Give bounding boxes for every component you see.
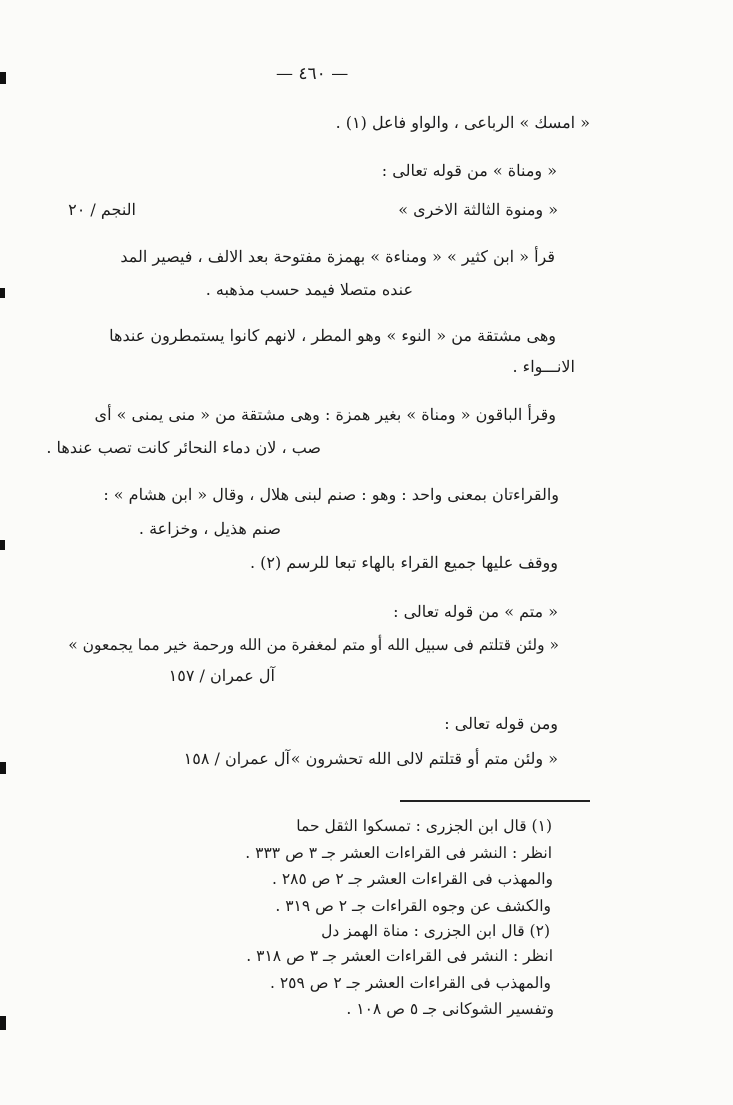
page-number: — ٤٦٠ — bbox=[276, 64, 349, 84]
scan-edge-mark bbox=[0, 288, 5, 298]
footnote-line: والمهذب فى القراءات العشر جـ ٢ ص ٢٨٥ . bbox=[271, 870, 553, 888]
verse-reference: النجم / ٢٠ bbox=[68, 200, 136, 219]
body-line: والقراءتان بمعنى واحد : وهو : صنم لبنى هلال ، وقال « ابن هشام » : bbox=[103, 485, 559, 504]
body-line: « ولئن قتلتم فى سبيل الله أو متم لمغفرة من الله ورحمة خير مما يجمعون » bbox=[68, 636, 559, 654]
verse-reference: آل عمران / ١٥٧ bbox=[168, 666, 275, 685]
body-line: عنده متصلا فيمد حسب مذهبه . bbox=[205, 280, 413, 299]
footnote-line: (٢) قال ابن الجزرى : مناة الهمز دل bbox=[321, 922, 550, 940]
footnote-line: والمهذب فى القراءات العشر جـ ٢ ص ٢٥٩ . bbox=[269, 974, 551, 992]
footnote-line: (١) قال ابن الجزرى : تمسكوا الثقل حما bbox=[296, 817, 552, 835]
footnote-line: انظر : النشر فى القراءات العشر جـ ٣ ص ٣١٨ . bbox=[246, 947, 553, 965]
footnote-separator bbox=[400, 800, 590, 802]
body-line: ووقف عليها جميع القراء بالهاء تبعا للرسم (٢) . bbox=[249, 553, 558, 572]
body-line: ومن قوله تعالى : bbox=[444, 714, 558, 733]
body-line: صنم هذيل ، وخزاعة . bbox=[138, 519, 281, 538]
body-line: قرأ « ابن كثير » « ومناءة » بهمزة مفتوحة بعد الالف ، فيصير المد bbox=[120, 247, 555, 266]
verse-reference: آل عمران / ١٥٨ bbox=[183, 749, 290, 768]
body-line: « امسك » الرباعى ، والواو فاعل (١) . bbox=[335, 113, 590, 132]
scan-edge-mark bbox=[0, 1016, 6, 1030]
scan-edge-mark bbox=[0, 72, 6, 84]
footnote-line: والكشف عن وجوه القراءات جـ ٢ ص ٣١٩ . bbox=[275, 897, 551, 915]
body-line: الانـــواء . bbox=[512, 357, 575, 376]
body-line: « ومنوة الثالثة الاخرى » bbox=[398, 200, 558, 219]
body-line: وقرأ الباقون « ومناة » بغير همزة : وهى مشتقة من « منى يمنى » أى bbox=[94, 405, 556, 424]
footnote-line: وتفسير الشوكانى جـ ٥ ص ١٠٨ . bbox=[346, 1000, 554, 1018]
footnote-line: انظر : النشر فى القراءات العشر جـ ٣ ص ٣٣٣ . bbox=[245, 844, 552, 862]
scan-edge-mark bbox=[0, 540, 5, 550]
body-line: « ومناة » من قوله تعالى : bbox=[381, 161, 557, 180]
body-line: وهى مشتقة من « النوء » وهو المطر ، لانهم كانوا يستمطرون عندها bbox=[109, 326, 556, 345]
scan-edge-mark bbox=[0, 762, 6, 774]
body-line: « ولئن متم أو قتلتم لالى الله تحشرون » bbox=[290, 749, 558, 768]
body-line: « متم » من قوله تعالى : bbox=[393, 602, 558, 621]
body-line: صب ، لان دماء النحائر كانت تصب عندها . bbox=[46, 438, 321, 457]
